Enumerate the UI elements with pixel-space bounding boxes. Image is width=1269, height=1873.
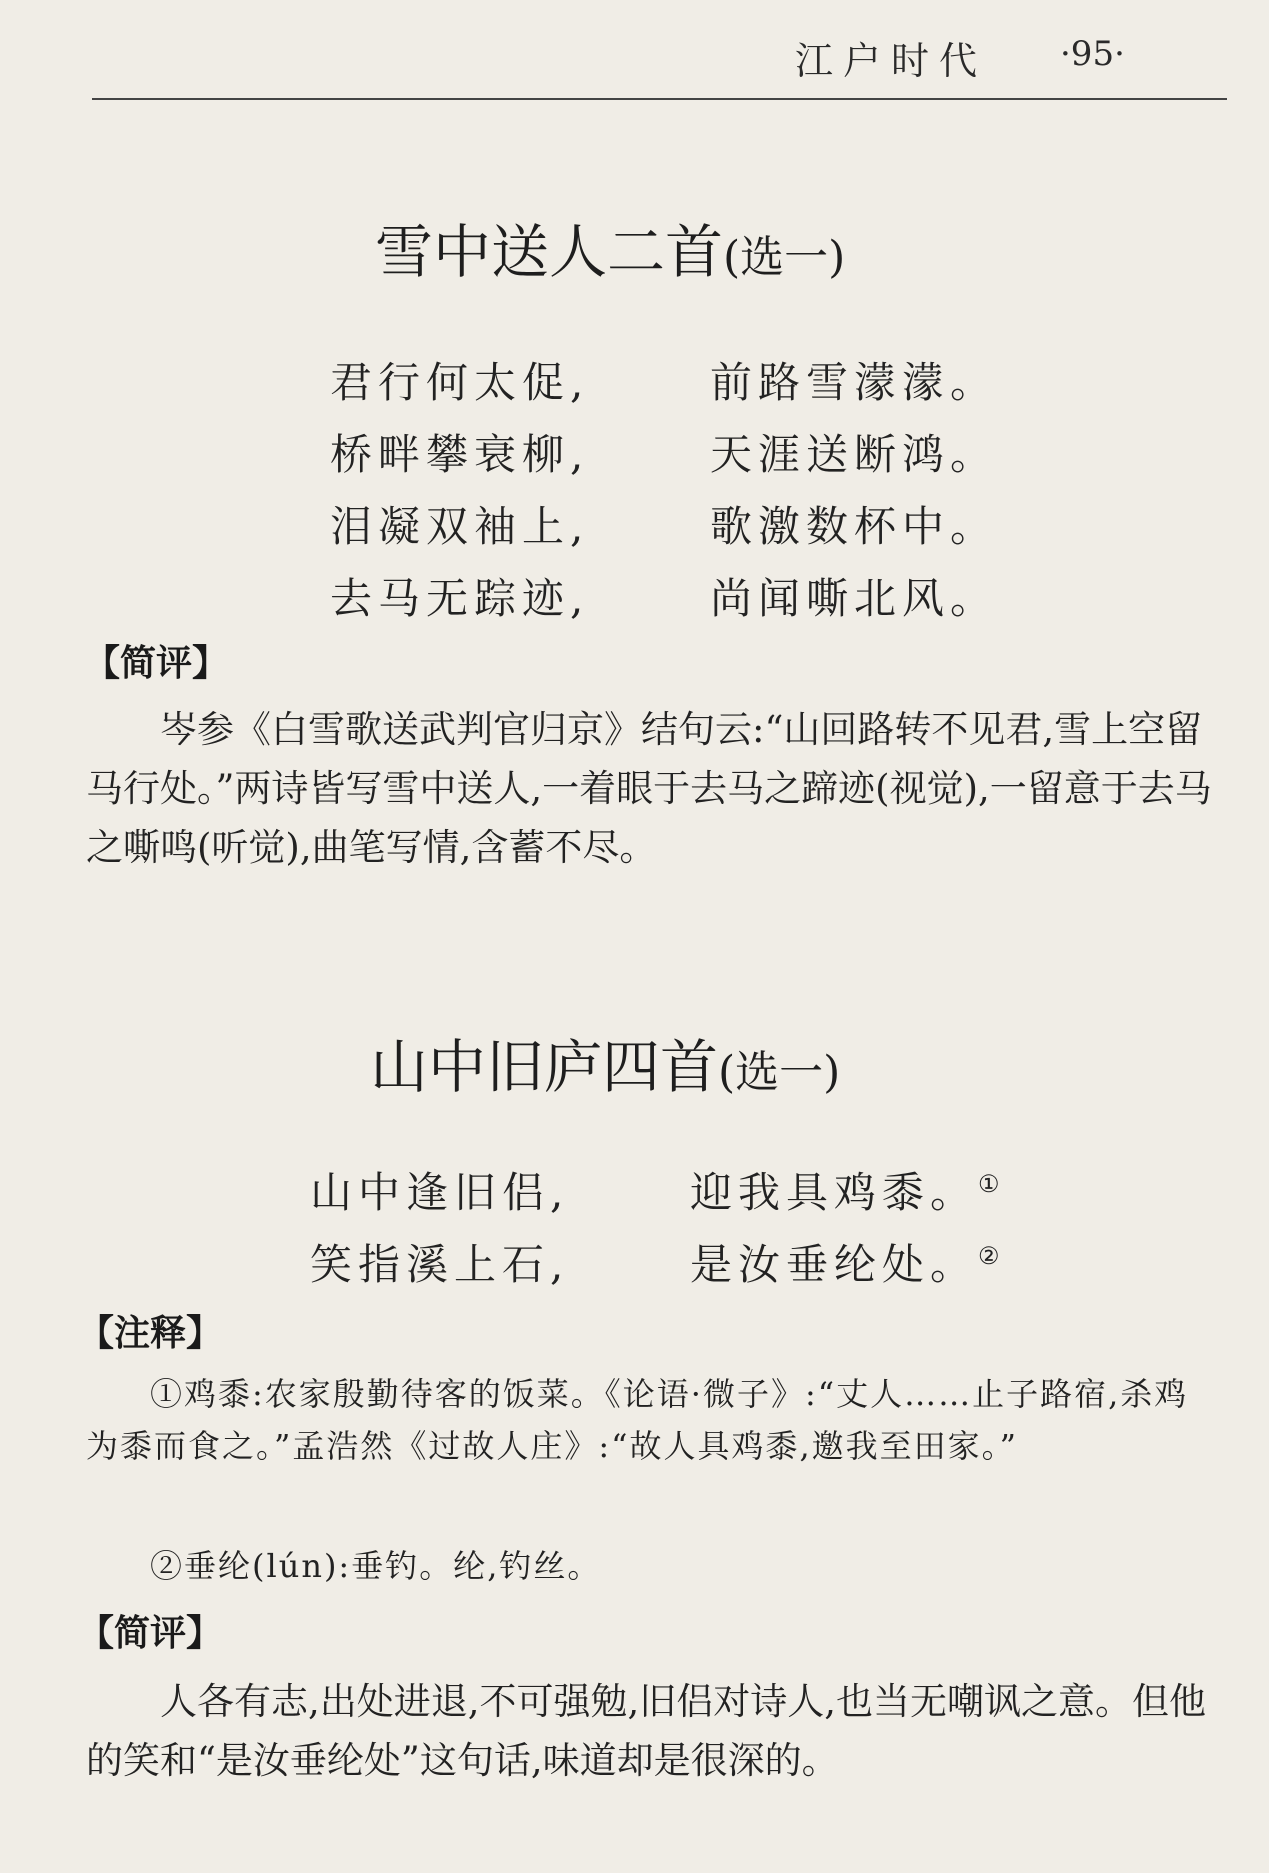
commentary-label-2: 【简评】 bbox=[78, 1613, 223, 1654]
poem-line bbox=[310, 1232, 1110, 1304]
poem-line bbox=[310, 1160, 1110, 1232]
header-rule bbox=[92, 98, 1227, 100]
footnote-mark: ① bbox=[978, 1170, 1000, 1198]
poem-title-1 bbox=[375, 205, 845, 289]
poem-line-left: 泪凝双袖上, bbox=[330, 502, 590, 551]
note-1: ①鸡黍:农家殷勤待客的饭菜。《论语·微子》:“丈人……止子路宿,杀鸡为黍而食之。”孟浩然《过故人庄》:“故人具鸡黍,邀我至田家。” bbox=[86, 1375, 1189, 1465]
poem-line-right bbox=[690, 1160, 1000, 1220]
poem-line-left: 山中逢旧侣, bbox=[310, 1168, 570, 1217]
commentary-2: 人各有志,出处进退,不可强勉,旧侣对诗人,也当无嘲讽之意。但他的笑和“是汝垂纶处”这句话,味道却是很深的。 bbox=[86, 1680, 1207, 1782]
poem-line-right: 歌激数杯中。 bbox=[710, 502, 999, 551]
poem-line-right: 天涯送断鸿。 bbox=[710, 430, 999, 479]
poem-line-right-text: 迎我具鸡黍。 bbox=[690, 1168, 979, 1217]
poem-line bbox=[330, 422, 1130, 494]
footnote-mark: ② bbox=[978, 1242, 1000, 1270]
poem-line-left: 笑指溪上石, bbox=[310, 1240, 570, 1289]
poem-line-right bbox=[690, 1232, 1000, 1292]
poem-line bbox=[330, 566, 1130, 638]
poem-title-1-selection: (选一) bbox=[723, 232, 846, 283]
page-number: ·95· bbox=[1060, 34, 1125, 74]
commentary-1: 岑参《白雪歌送武判官归京》结句云:“山回路转不见君,雪上空留马行处。”两诗皆写雪中送人,一着眼于去马之蹄迹(视觉),一留意于去马之嘶鸣(听觉),曲笔写情,含蓄不尽。 bbox=[86, 708, 1212, 869]
poem-title-2 bbox=[370, 1020, 840, 1104]
poem-title-1-text: 雪中送人二首 bbox=[375, 218, 724, 286]
notes-label: 【注释】 bbox=[78, 1313, 223, 1354]
poem-line-right: 前路雪濛濛。 bbox=[710, 358, 999, 407]
commentary-label-1: 【简评】 bbox=[84, 643, 229, 684]
poem-2-lines bbox=[310, 1160, 1110, 1304]
poem-line-left: 桥畔攀衰柳, bbox=[330, 430, 590, 479]
poem-line-left: 去马无踪迹, bbox=[330, 574, 590, 623]
note-2: ②垂纶(lún):垂钓。纶,钓丝。 bbox=[150, 1547, 602, 1585]
poem-title-2-text: 山中旧庐四首 bbox=[370, 1033, 719, 1101]
poem-line bbox=[330, 350, 1130, 422]
poem-line-right-text: 是汝垂纶处。 bbox=[690, 1240, 979, 1289]
poem-line-right: 尚闻嘶北风。 bbox=[710, 574, 999, 623]
poem-line bbox=[330, 494, 1130, 566]
poem-1-lines bbox=[330, 350, 1130, 638]
poem-title-2-selection: (选一) bbox=[718, 1047, 841, 1098]
poem-line-left: 君行何太促, bbox=[330, 358, 590, 407]
running-head: 江户时代 bbox=[795, 39, 988, 83]
